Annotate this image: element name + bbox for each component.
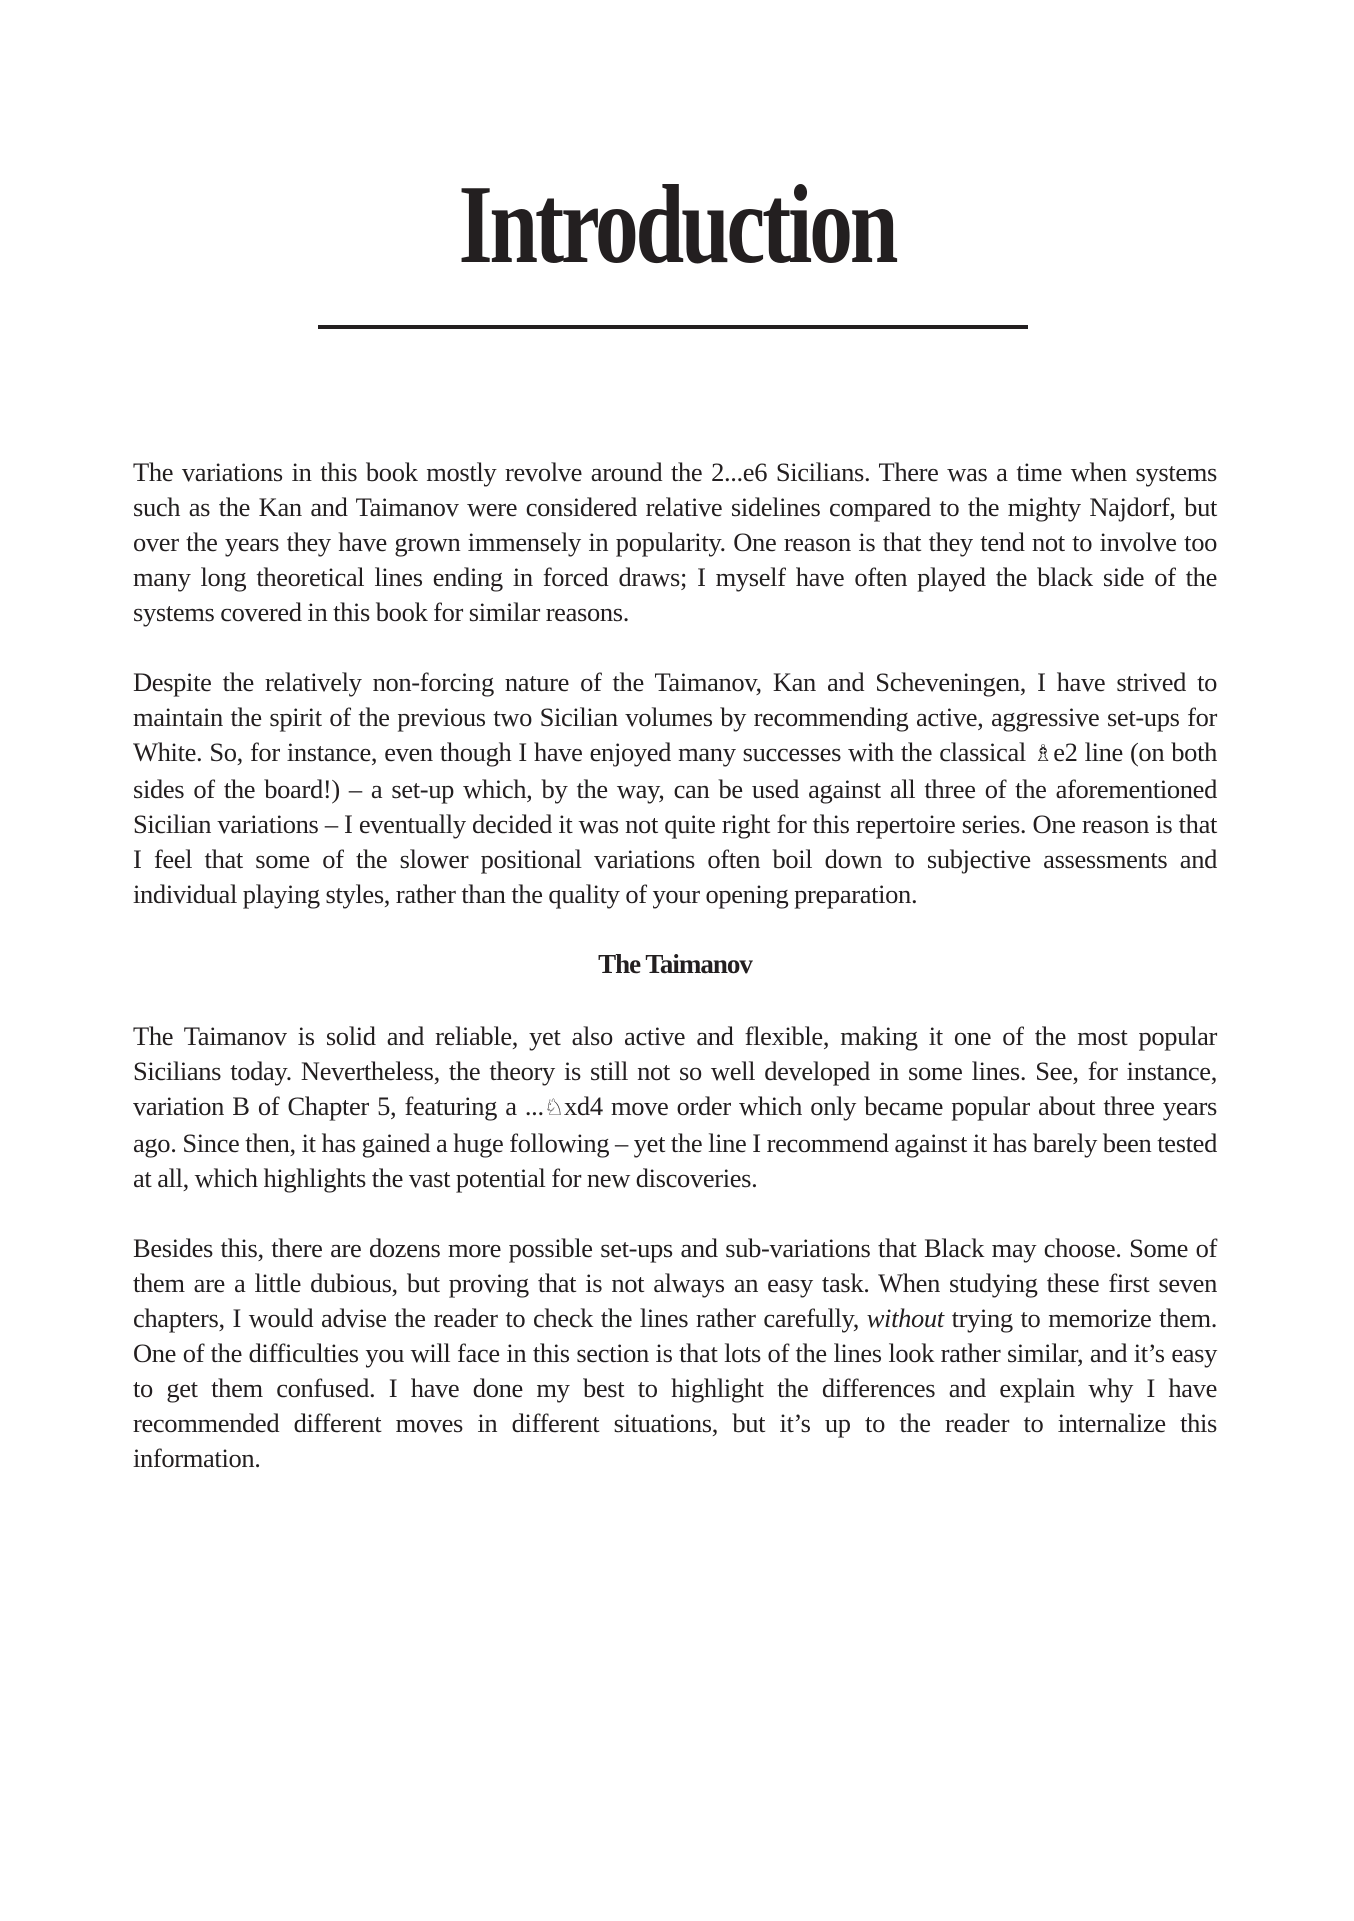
paragraph-text-before: Despite the relatively non-forcing nature of the Taimanov, Kan and Scheveningen, I have strived to maintain the spirit of the previous two Sicilian volumes by recommending active, aggressive set-ups for White. So, for instance, even though I have enjoyed many successes with the classical [133, 667, 1217, 767]
white-knight-icon: ♘ [543, 1095, 565, 1121]
paragraph-taimanov-overview [133, 1019, 1217, 1196]
paragraph-text-before: Besides this, there are dozens more possible set-ups and sub-variations that Black may choose. Some of them are a little dubious, but proving that is not always an easy task. When studying these first seven chapters, I would advise the reader to check the lines rather carefully, [133, 1233, 1217, 1333]
body-text [133, 455, 1217, 1511]
page-title: Introduction [458, 163, 896, 287]
paragraph-repertoire [133, 665, 1217, 912]
white-bishop-icon: ♗ [1032, 741, 1054, 767]
paragraph-text-after: trying to memorize them. One of the difficulties you will face in this section is that lots of the lines look rather similar, and it’s easy to get them confused. I have done my best to highlight the differences and explain why I have recommended different moves in different situations, but it’s up to the reader to internalize this information. [133, 1303, 1217, 1473]
section-heading-taimanov: The Taimanov [598, 949, 752, 979]
title-underline-rule [318, 325, 1028, 329]
paragraph-text-before: The Taimanov is solid and reliable, yet also active and flexible, making it one of the most popular Sicilians today. Nevertheless, the theory is still not so well developed in some lines. See, for instance, variation B of Chapter 5, featuring a ... [133, 1021, 1217, 1121]
paragraph-text-after: e2 line (on both sides of the board!) – a set-up which, by the way, can be used against all three of the aforementioned Sicilian variations – I eventually decided it was not quite right for this repertoire series. One reason is that I feel that some of the slower positional variations often boil down to subjective assessments and individual playing styles, rather than the quality of your opening preparation. [133, 737, 1217, 909]
emphasis-without: without [866, 1303, 944, 1333]
paragraph-intro: The variations in this book mostly revolve around the 2...e6 Sicilians. There was a time when systems such as the Kan and Taimanov were considered relative sidelines compared to the mighty Najdorf, but over the years they have grown immensely in popularity. One reason is that they tend not to involve too many long theoretical lines ending in forced draws; I myself have often played the black side of the systems covered in this book for similar reasons. [133, 457, 1217, 627]
paragraph-text-after: xd4 move order which only became popular about three years ago. Since then, it has gained a huge following – yet the line I recommend against it has barely been tested at all, which highlights the vast potential for new discoveries. [133, 1091, 1217, 1193]
paragraph-study-advice [133, 1231, 1217, 1476]
